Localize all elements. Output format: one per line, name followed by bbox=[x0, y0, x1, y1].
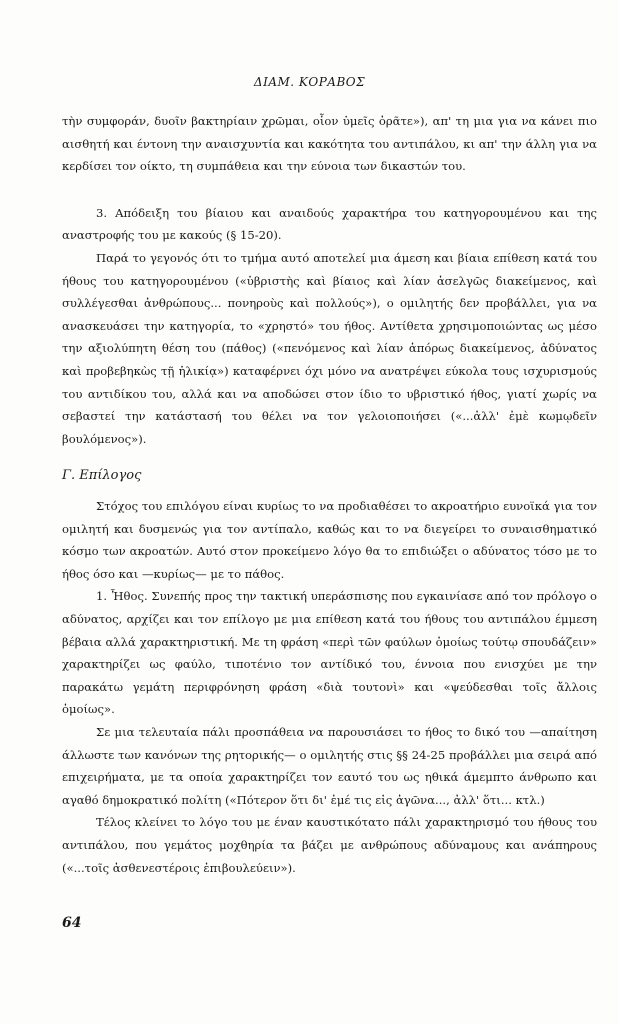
point-1-ethos: 1. Ἦθος. Συνεπής προς την τακτική υπεράσπισης που εγκαινίασε από τον πρόλογο ο αδύνατος, αρχίζει και τον επίλογο με μια επίθεση κατά του ήθους του αντιπάλου έμμεση βέβαια αλλά χαρακτηριστική. Με τη φράση «περὶ τῶν φαύλων ὁμοίως τούτῳ σπουδάζειν» χαρακτηρίζει ως φαύλο, τιποτένιο τον αντίδικό του, έννοια που ενισχύει με την παρακάτω γεμάτη περιφρόνηση φράση «διὰ τουτονὶ» και «ψεύδεσθαι τοῖς ἄλλοις ὁμοίως». bbox=[62, 589, 597, 717]
point-3-heading: 3. Απόδειξη του βίαιου και αναιδούς χαρακτήρα του κατηγορουμένου και της αναστροφής του με κακούς (§ 15-20). bbox=[62, 205, 597, 243]
page-number: 64 bbox=[62, 915, 82, 931]
point-3-body: Παρά το γεγονός ότι το τμήμα αυτό αποτελεί μια άμεση και βίαια επίθεση κατά του ήθους του κατηγορουμένου («ὑβριστὴς καὶ βίαιος καὶ λίαν ἀσελγῶς διακείμενος, καὶ συλλέγεσθαι ἀνθρώπους... πονηροὺς καὶ πολλούς»), ο ομιλητής δεν προβάλλει, για να ανασκευάσει την κατηγορία, το «χρηστό» του ήθος. Αντίθετα χρησιμοποιώντας ως μέσο την αξιολύπητη θέση του (πάθος) («πενόμενος καὶ λίαν ἀπόρως διακείμενος, ἀδύνατος καὶ προβεβηκὼς τῇ ἡλικίᾳ») καταφέρνει όχι μόνο να ανατρέψει εύκολα τους ισχυρισμούς του αντιδίκου του, αλλά και να αποδώσει στον ίδιο το υβριστικό ήθος, γιατί χωρίς να σεβαστεί την κατάστασή του θέλει να τον γελοιοποιήσει («...ἀλλ' ἐμὲ κωμῳδεῖν βουλόμενος»). bbox=[62, 250, 597, 446]
section-heading-epilogue: Γ. Επίλογος bbox=[62, 468, 142, 483]
running-head: ΔΙΑΜ. ΚΟΡΑΒΟΣ bbox=[253, 75, 366, 89]
paragraph-continuation: τὴν συμφοράν, δυοῖν βακτηρίαιν χρῶμαι, οἷον ὑμεῖς ὁρᾶτε»), απ' τη μια για να κάνει πιο αισθητή και έντονη την αναισχυντία και κακότητα του αντιπάλου, κι απ' την άλλη για να κερδίσει τον οίκτο, τη συμπάθεια και την εύνοια των δικαστών του. bbox=[62, 114, 597, 174]
epilogue-intro: Στόχος του επιλόγου είναι κυρίως το να προδιαθέσει το ακροατήριο ευνοϊκά για τον ομιλητή και δυσμενώς για τον αντίπαλο, καθώς και το να διεγείρει το συναισθηματικό κόσμο των ακροατών. Αυτό στον προκείμενο λόγο θα το επιδιώξει ο αδύνατος τόσο με το ήθος όσο και —κυρίως— με το πάθος. bbox=[62, 499, 597, 581]
body-block-top bbox=[62, 110, 597, 450]
paragraph-last-effort: Σε μια τελευταία πάλι προσπάθεια να παρουσιάσει το ήθος το δικό του —απαίτηση άλλωστε των κανόνων της ρητορικής— ο ομιλητής στις §§ 24-25 προβάλλει μια σειρά από επιχειρήματα, με τα οποία χαρακτηρίζει τον εαυτό του ως ηθικά άμεμπτο άνθρωπο και αγαθό δημοκρατικό πολίτη («Πότερον ὅτι δι' ἐμέ τις εἰς ἀγῶνα..., ἀλλ' ὅτι... κτλ.) bbox=[62, 724, 597, 807]
paragraph-gap bbox=[62, 178, 597, 202]
body-block-epilogue bbox=[62, 495, 597, 879]
paragraph-closing: Τέλος κλείνει το λόγο του με έναν καυστικότατο πάλι χαρακτηρισμό του ήθους του αντιπάλου, που γεμάτος μοχθηρία τα βάζει με ανθρώπους αδύναμους και ανάπηρους («...τοῖς ἀσθενεστέροις ἐπιβουλεύειν»). bbox=[62, 815, 597, 875]
